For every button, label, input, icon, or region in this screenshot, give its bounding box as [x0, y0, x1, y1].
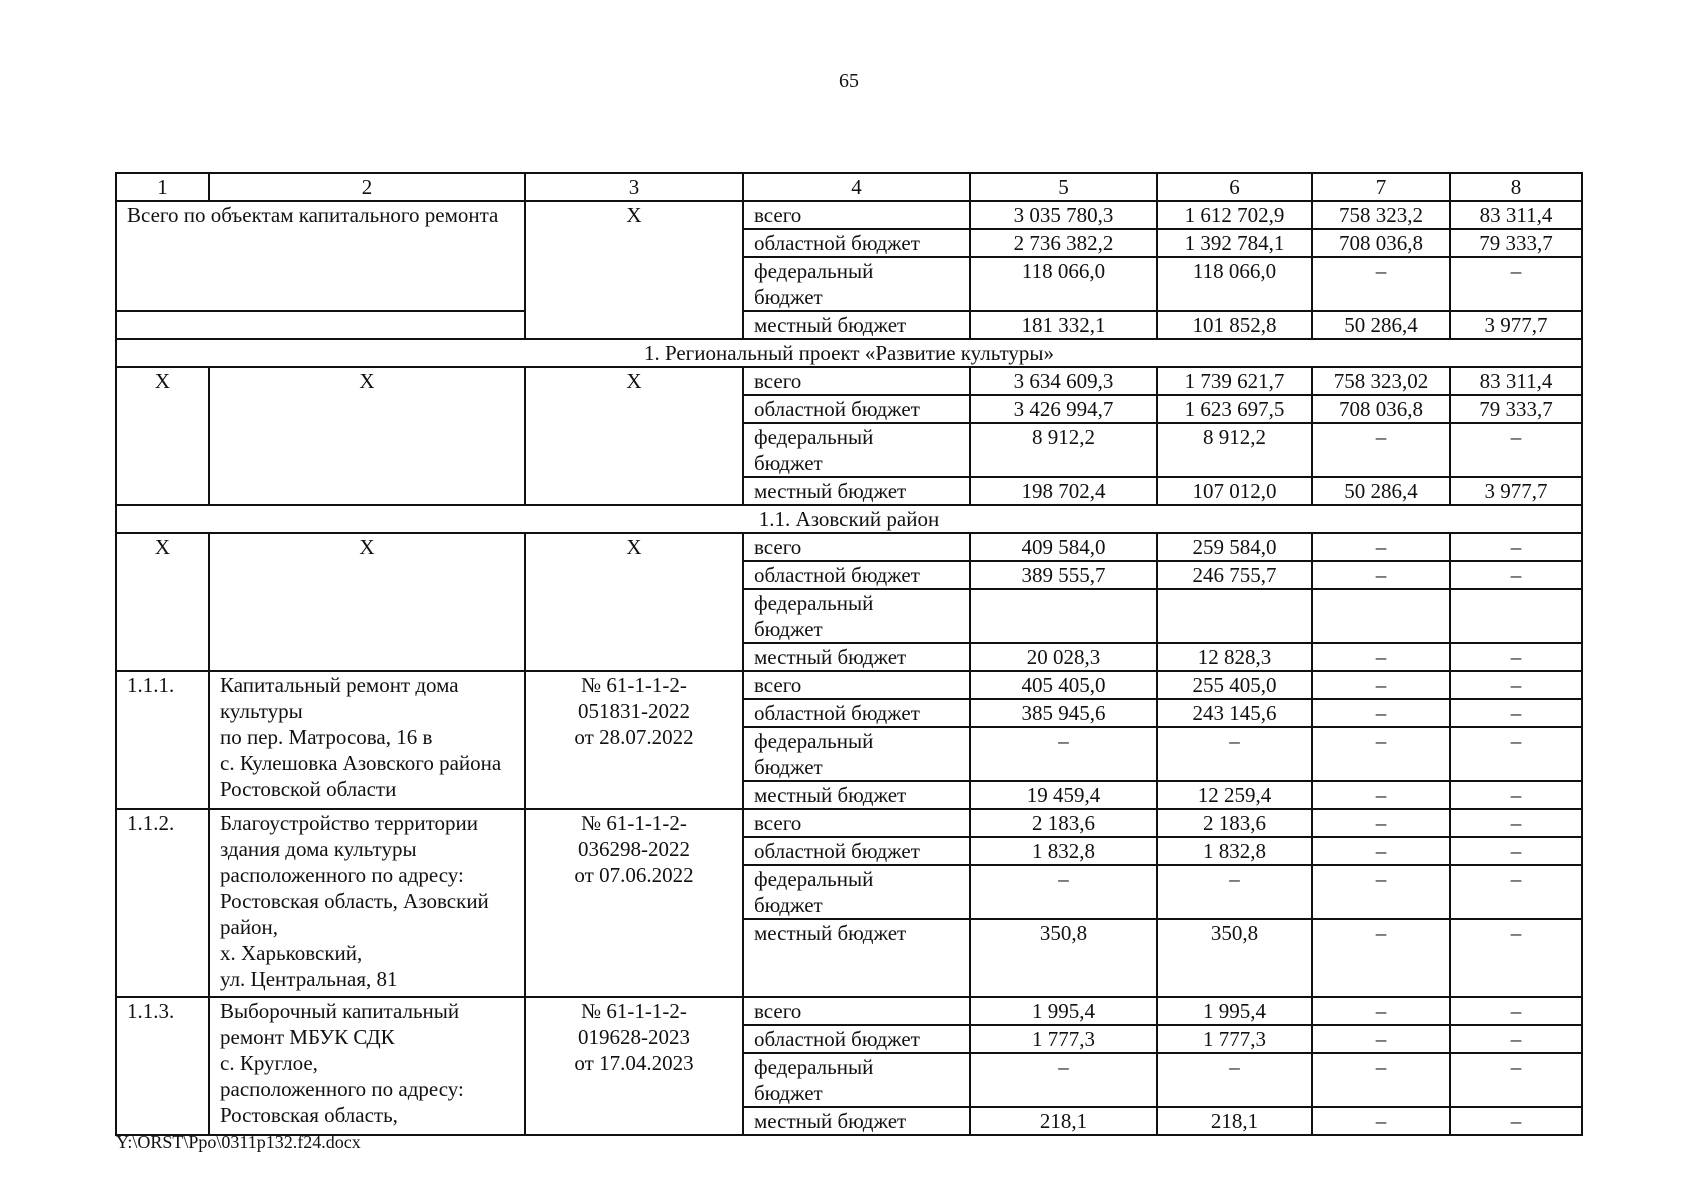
amount-cell: 3 426 994,7 — [970, 395, 1157, 423]
amount-cell: – — [1450, 561, 1582, 589]
amount-cell: 8 912,2 — [970, 423, 1157, 477]
amount-cell: 83 311,4 — [1450, 201, 1582, 229]
amount-cell: 50 286,4 — [1312, 477, 1450, 505]
amount-cell: 19 459,4 — [970, 781, 1157, 809]
amount-cell: – — [1450, 727, 1582, 781]
amount-cell: – — [1312, 865, 1450, 919]
funding-source: областной бюджет — [743, 699, 970, 727]
funding-source: областной бюджет — [743, 1025, 970, 1053]
item-document-code: № 61-1-1-2- 019628-2023 от 17.04.2023 — [525, 997, 743, 1135]
amount-cell: 405 405,0 — [970, 671, 1157, 699]
amount-cell: – — [1450, 809, 1582, 837]
amount-cell: – — [1312, 533, 1450, 561]
column-number: 4 — [743, 173, 970, 201]
amount-cell: 758 323,2 — [1312, 201, 1450, 229]
column-number: 1 — [116, 173, 209, 201]
funding-source: федеральный бюджет — [743, 865, 970, 919]
funding-source: всего — [743, 671, 970, 699]
amount-cell: 79 333,7 — [1450, 229, 1582, 257]
amount-cell: – — [1450, 997, 1582, 1025]
amount-cell: 1 832,8 — [970, 837, 1157, 865]
amount-cell: 101 852,8 — [1157, 311, 1312, 339]
amount-cell: 255 405,0 — [1157, 671, 1312, 699]
x-mark: Х — [116, 367, 209, 505]
amount-cell: – — [1450, 423, 1582, 477]
amount-cell: 246 755,7 — [1157, 561, 1312, 589]
amount-cell: 8 912,2 — [1157, 423, 1312, 477]
amount-cell: 50 286,4 — [1312, 311, 1450, 339]
item-number: 1.1.3. — [116, 997, 209, 1135]
amount-cell: – — [1450, 781, 1582, 809]
amount-cell: 181 332,1 — [970, 311, 1157, 339]
amount-cell: 350,8 — [1157, 919, 1312, 997]
amount-cell: – — [1312, 781, 1450, 809]
x-mark: Х — [209, 533, 525, 671]
amount-cell: 243 145,6 — [1157, 699, 1312, 727]
amount-cell: 1 612 702,9 — [1157, 201, 1312, 229]
amount-cell: – — [1312, 699, 1450, 727]
column-number: 8 — [1450, 173, 1582, 201]
page-number: 65 — [839, 70, 859, 92]
amount-cell: 1 739 621,7 — [1157, 367, 1312, 395]
table-row — [116, 671, 1582, 699]
total-code: Х — [525, 201, 743, 339]
amount-cell: 3 977,7 — [1450, 311, 1582, 339]
amount-cell — [970, 589, 1157, 643]
amount-cell: 198 702,4 — [970, 477, 1157, 505]
x-mark: Х — [525, 533, 743, 671]
amount-cell: 79 333,7 — [1450, 395, 1582, 423]
amount-cell: – — [1312, 643, 1450, 671]
amount-cell: 218,1 — [1157, 1107, 1312, 1135]
table-row — [116, 311, 1582, 339]
table-row — [116, 533, 1582, 561]
amount-cell: 218,1 — [970, 1107, 1157, 1135]
x-mark: Х — [116, 533, 209, 671]
amount-cell: – — [1312, 257, 1450, 311]
section-row — [116, 339, 1582, 367]
amount-cell: 1 623 697,5 — [1157, 395, 1312, 423]
amount-cell: – — [1450, 533, 1582, 561]
empty-cell — [116, 311, 525, 339]
funding-source: местный бюджет — [743, 477, 970, 505]
funding-source: местный бюджет — [743, 919, 970, 997]
amount-cell: 350,8 — [970, 919, 1157, 997]
amount-cell: 1 777,3 — [1157, 1025, 1312, 1053]
amount-cell: 118 066,0 — [970, 257, 1157, 311]
item-name: Капитальный ремонт дома культуры по пер. Матросова, 16 в с. Кулешовка Азовского района Ростовской области — [209, 671, 525, 809]
amount-cell: – — [1157, 1053, 1312, 1107]
amount-cell: 1 392 784,1 — [1157, 229, 1312, 257]
table-row — [116, 201, 1582, 229]
x-mark: Х — [525, 367, 743, 505]
amount-cell: – — [1450, 1053, 1582, 1107]
amount-cell: 758 323,02 — [1312, 367, 1450, 395]
amount-cell: 12 259,4 — [1157, 781, 1312, 809]
amount-cell: – — [1157, 865, 1312, 919]
total-label: Всего по объектам капитального ремонта — [116, 201, 525, 311]
funding-source: местный бюджет — [743, 781, 970, 809]
funding-source: федеральный бюджет — [743, 423, 970, 477]
amount-cell: 389 555,7 — [970, 561, 1157, 589]
amount-cell: 1 995,4 — [970, 997, 1157, 1025]
column-number: 2 — [209, 173, 525, 201]
funding-source: всего — [743, 201, 970, 229]
amount-cell: – — [1157, 727, 1312, 781]
amount-cell: 3 035 780,3 — [970, 201, 1157, 229]
column-number: 3 — [525, 173, 743, 201]
amount-cell: – — [1450, 837, 1582, 865]
funding-source: федеральный бюджет — [743, 589, 970, 643]
item-number: 1.1.1. — [116, 671, 209, 809]
amount-cell: 2 183,6 — [970, 809, 1157, 837]
x-mark: Х — [209, 367, 525, 505]
amount-cell: – — [1312, 1025, 1450, 1053]
amount-cell: 3 977,7 — [1450, 477, 1582, 505]
funding-source: всего — [743, 997, 970, 1025]
section-title-azov-district: 1.1. Азовский район — [116, 505, 1582, 533]
column-number-row — [116, 173, 1582, 201]
item-document-code: № 61-1-1-2- 051831-2022 от 28.07.2022 — [525, 671, 743, 809]
amount-cell: – — [1450, 865, 1582, 919]
amount-cell — [1157, 589, 1312, 643]
amount-cell: – — [1312, 809, 1450, 837]
amount-cell: 409 584,0 — [970, 533, 1157, 561]
table-row — [116, 809, 1582, 837]
amount-cell: – — [1312, 997, 1450, 1025]
amount-cell: – — [1450, 919, 1582, 997]
item-number: 1.1.2. — [116, 809, 209, 997]
funding-source: федеральный бюджет — [743, 727, 970, 781]
item-name: Выборочный капитальный ремонт МБУК СДК с. Круглое, расположенного по адресу: Ростовская область, — [209, 997, 525, 1135]
section-title-regional-project: 1. Региональный проект «Развитие культуры» — [116, 339, 1582, 367]
amount-cell: 708 036,8 — [1312, 395, 1450, 423]
funding-source: местный бюджет — [743, 311, 970, 339]
amount-cell: – — [1450, 1107, 1582, 1135]
amount-cell: 83 311,4 — [1450, 367, 1582, 395]
amount-cell: – — [1450, 643, 1582, 671]
amount-cell: 3 634 609,3 — [970, 367, 1157, 395]
funding-source: областной бюджет — [743, 395, 970, 423]
funding-source: местный бюджет — [743, 1107, 970, 1135]
amount-cell: 1 995,4 — [1157, 997, 1312, 1025]
funding-source: всего — [743, 367, 970, 395]
amount-cell: 1 777,3 — [970, 1025, 1157, 1053]
column-number: 5 — [970, 173, 1157, 201]
amount-cell: 708 036,8 — [1312, 229, 1450, 257]
amount-cell: – — [1312, 1053, 1450, 1107]
amount-cell: – — [970, 1053, 1157, 1107]
amount-cell: – — [1312, 727, 1450, 781]
amount-cell: – — [1450, 671, 1582, 699]
amount-cell: – — [1312, 919, 1450, 997]
amount-cell — [1312, 589, 1450, 643]
amount-cell: – — [1450, 257, 1582, 311]
amount-cell: 259 584,0 — [1157, 533, 1312, 561]
item-name: Благоустройство территории здания дома культуры расположенного по адресу: Ростовская область, Азовский район, х. Харьковский, ул. Центральная, 81 — [209, 809, 525, 997]
amount-cell: – — [1312, 671, 1450, 699]
footer-file-path: Y:\ORST\Ppo\0311p132.f24.docx — [116, 1132, 361, 1152]
table-row — [116, 997, 1582, 1025]
amount-cell: 2 183,6 — [1157, 809, 1312, 837]
amount-cell: – — [1312, 561, 1450, 589]
amount-cell: – — [970, 865, 1157, 919]
funding-source: местный бюджет — [743, 643, 970, 671]
amount-cell: – — [970, 727, 1157, 781]
funding-source: областной бюджет — [743, 561, 970, 589]
funding-source: федеральный бюджет — [743, 257, 970, 311]
table-row — [116, 367, 1582, 395]
amount-cell: – — [1312, 1107, 1450, 1135]
amount-cell — [1450, 589, 1582, 643]
funding-source: всего — [743, 533, 970, 561]
amount-cell: – — [1312, 423, 1450, 477]
column-number: 7 — [1312, 173, 1450, 201]
amount-cell: 1 832,8 — [1157, 837, 1312, 865]
amount-cell: 2 736 382,2 — [970, 229, 1157, 257]
amount-cell: – — [1312, 837, 1450, 865]
amount-cell: 118 066,0 — [1157, 257, 1312, 311]
column-number: 6 — [1157, 173, 1312, 201]
funding-source: всего — [743, 809, 970, 837]
funding-source: областной бюджет — [743, 837, 970, 865]
amount-cell: – — [1450, 1025, 1582, 1053]
amount-cell: 12 828,3 — [1157, 643, 1312, 671]
amount-cell: 20 028,3 — [970, 643, 1157, 671]
amount-cell: 107 012,0 — [1157, 477, 1312, 505]
amount-cell: – — [1450, 699, 1582, 727]
amount-cell: 385 945,6 — [970, 699, 1157, 727]
budget-table — [115, 172, 1583, 1136]
funding-source: федеральный бюджет — [743, 1053, 970, 1107]
funding-source: областной бюджет — [743, 229, 970, 257]
section-row — [116, 505, 1582, 533]
item-document-code: № 61-1-1-2- 036298-2022 от 07.06.2022 — [525, 809, 743, 997]
